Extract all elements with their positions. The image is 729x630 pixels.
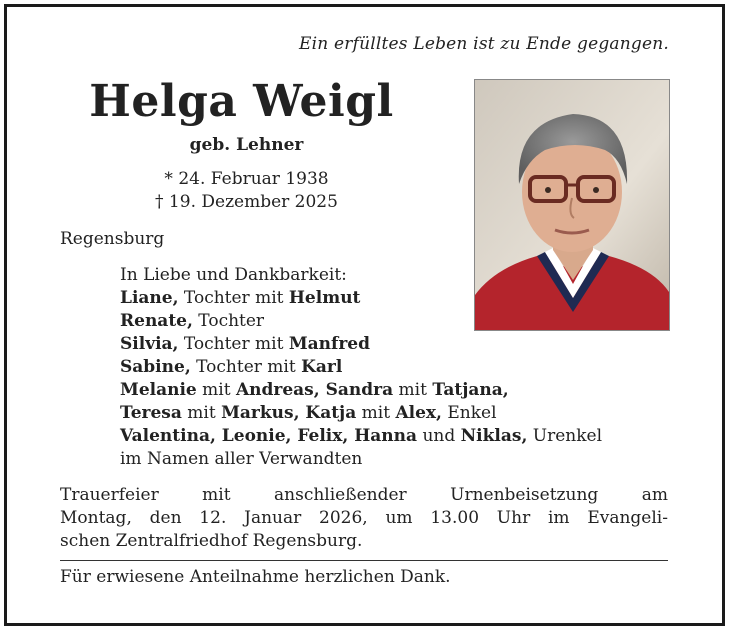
- survivor-line: [120, 402, 680, 425]
- born-name: geb. Lehner: [189, 135, 304, 155]
- survivors-closing: im Namen aller Verwandten: [120, 449, 363, 469]
- deceased-name: Helga Weigl: [89, 76, 394, 127]
- survivors-list: [120, 264, 680, 471]
- relation-text: und: [417, 426, 461, 446]
- survivor-line: [120, 425, 680, 448]
- survivor-name: Renate,: [120, 311, 193, 331]
- survivor-name: Silvia,: [120, 334, 179, 354]
- divider: [60, 560, 668, 561]
- survivor-name: Helmut: [288, 288, 361, 308]
- survivor-name: Melanie: [120, 380, 197, 400]
- ceremony-line: schen Zentralfriedhof Regensburg.: [60, 531, 363, 551]
- survivor-name: Tatjana,: [432, 380, 509, 400]
- birth-date: * 24. Februar 1938: [164, 169, 329, 189]
- relation-text: Tochter mit: [190, 357, 302, 377]
- motto: Ein erfülltes Leben ist zu Ende gegangen.: [299, 34, 669, 54]
- survivors-intro: In Liebe und Dankbarkeit:: [120, 265, 347, 285]
- survivor-name: Markus, Katja: [221, 403, 357, 423]
- ceremony-info: [60, 484, 668, 553]
- survivor-line: [120, 356, 680, 379]
- survivor-name: Sabine,: [120, 357, 191, 377]
- ceremony-line: Trauerfeier mit anschließender Urnenbeisetzung am: [60, 485, 668, 505]
- survivor-name: Manfred: [288, 334, 370, 354]
- survivor-line: [120, 379, 680, 402]
- ceremony-line: Montag, den 12. Januar 2026, um 13.00 Uhr im Evangeli-: [60, 508, 668, 528]
- life-dates: [60, 168, 433, 214]
- relation-text: Tochter: [192, 311, 265, 331]
- relation-text: Urenkel: [527, 426, 603, 446]
- relation-text: mit: [196, 380, 236, 400]
- survivor-name: Alex,: [395, 403, 442, 423]
- relation-text: Tochter mit: [178, 288, 289, 308]
- survivor-name: Andreas, Sandra: [235, 380, 394, 400]
- relation-text: Tochter mit: [178, 334, 289, 354]
- death-date: † 19. Dezember 2025: [155, 192, 338, 212]
- relation-text: mit: [393, 380, 433, 400]
- survivor-line: [120, 310, 680, 333]
- thanks-note: Für erwiesene Anteilnahme herzlichen Dank.: [60, 567, 451, 587]
- survivor-line: [120, 287, 680, 310]
- relation-text: Enkel: [441, 403, 497, 423]
- relation-text: mit: [181, 403, 222, 423]
- survivor-name: Niklas,: [460, 426, 528, 446]
- survivor-name: Liane,: [120, 288, 179, 308]
- relation-text: mit: [356, 403, 396, 423]
- survivor-name: Teresa: [120, 403, 182, 423]
- survivor-name: Karl: [301, 357, 343, 377]
- survivor-name: Valentina, Leonie, Felix, Hanna: [120, 426, 418, 446]
- city: Regensburg: [60, 229, 165, 249]
- survivor-line: [120, 333, 680, 356]
